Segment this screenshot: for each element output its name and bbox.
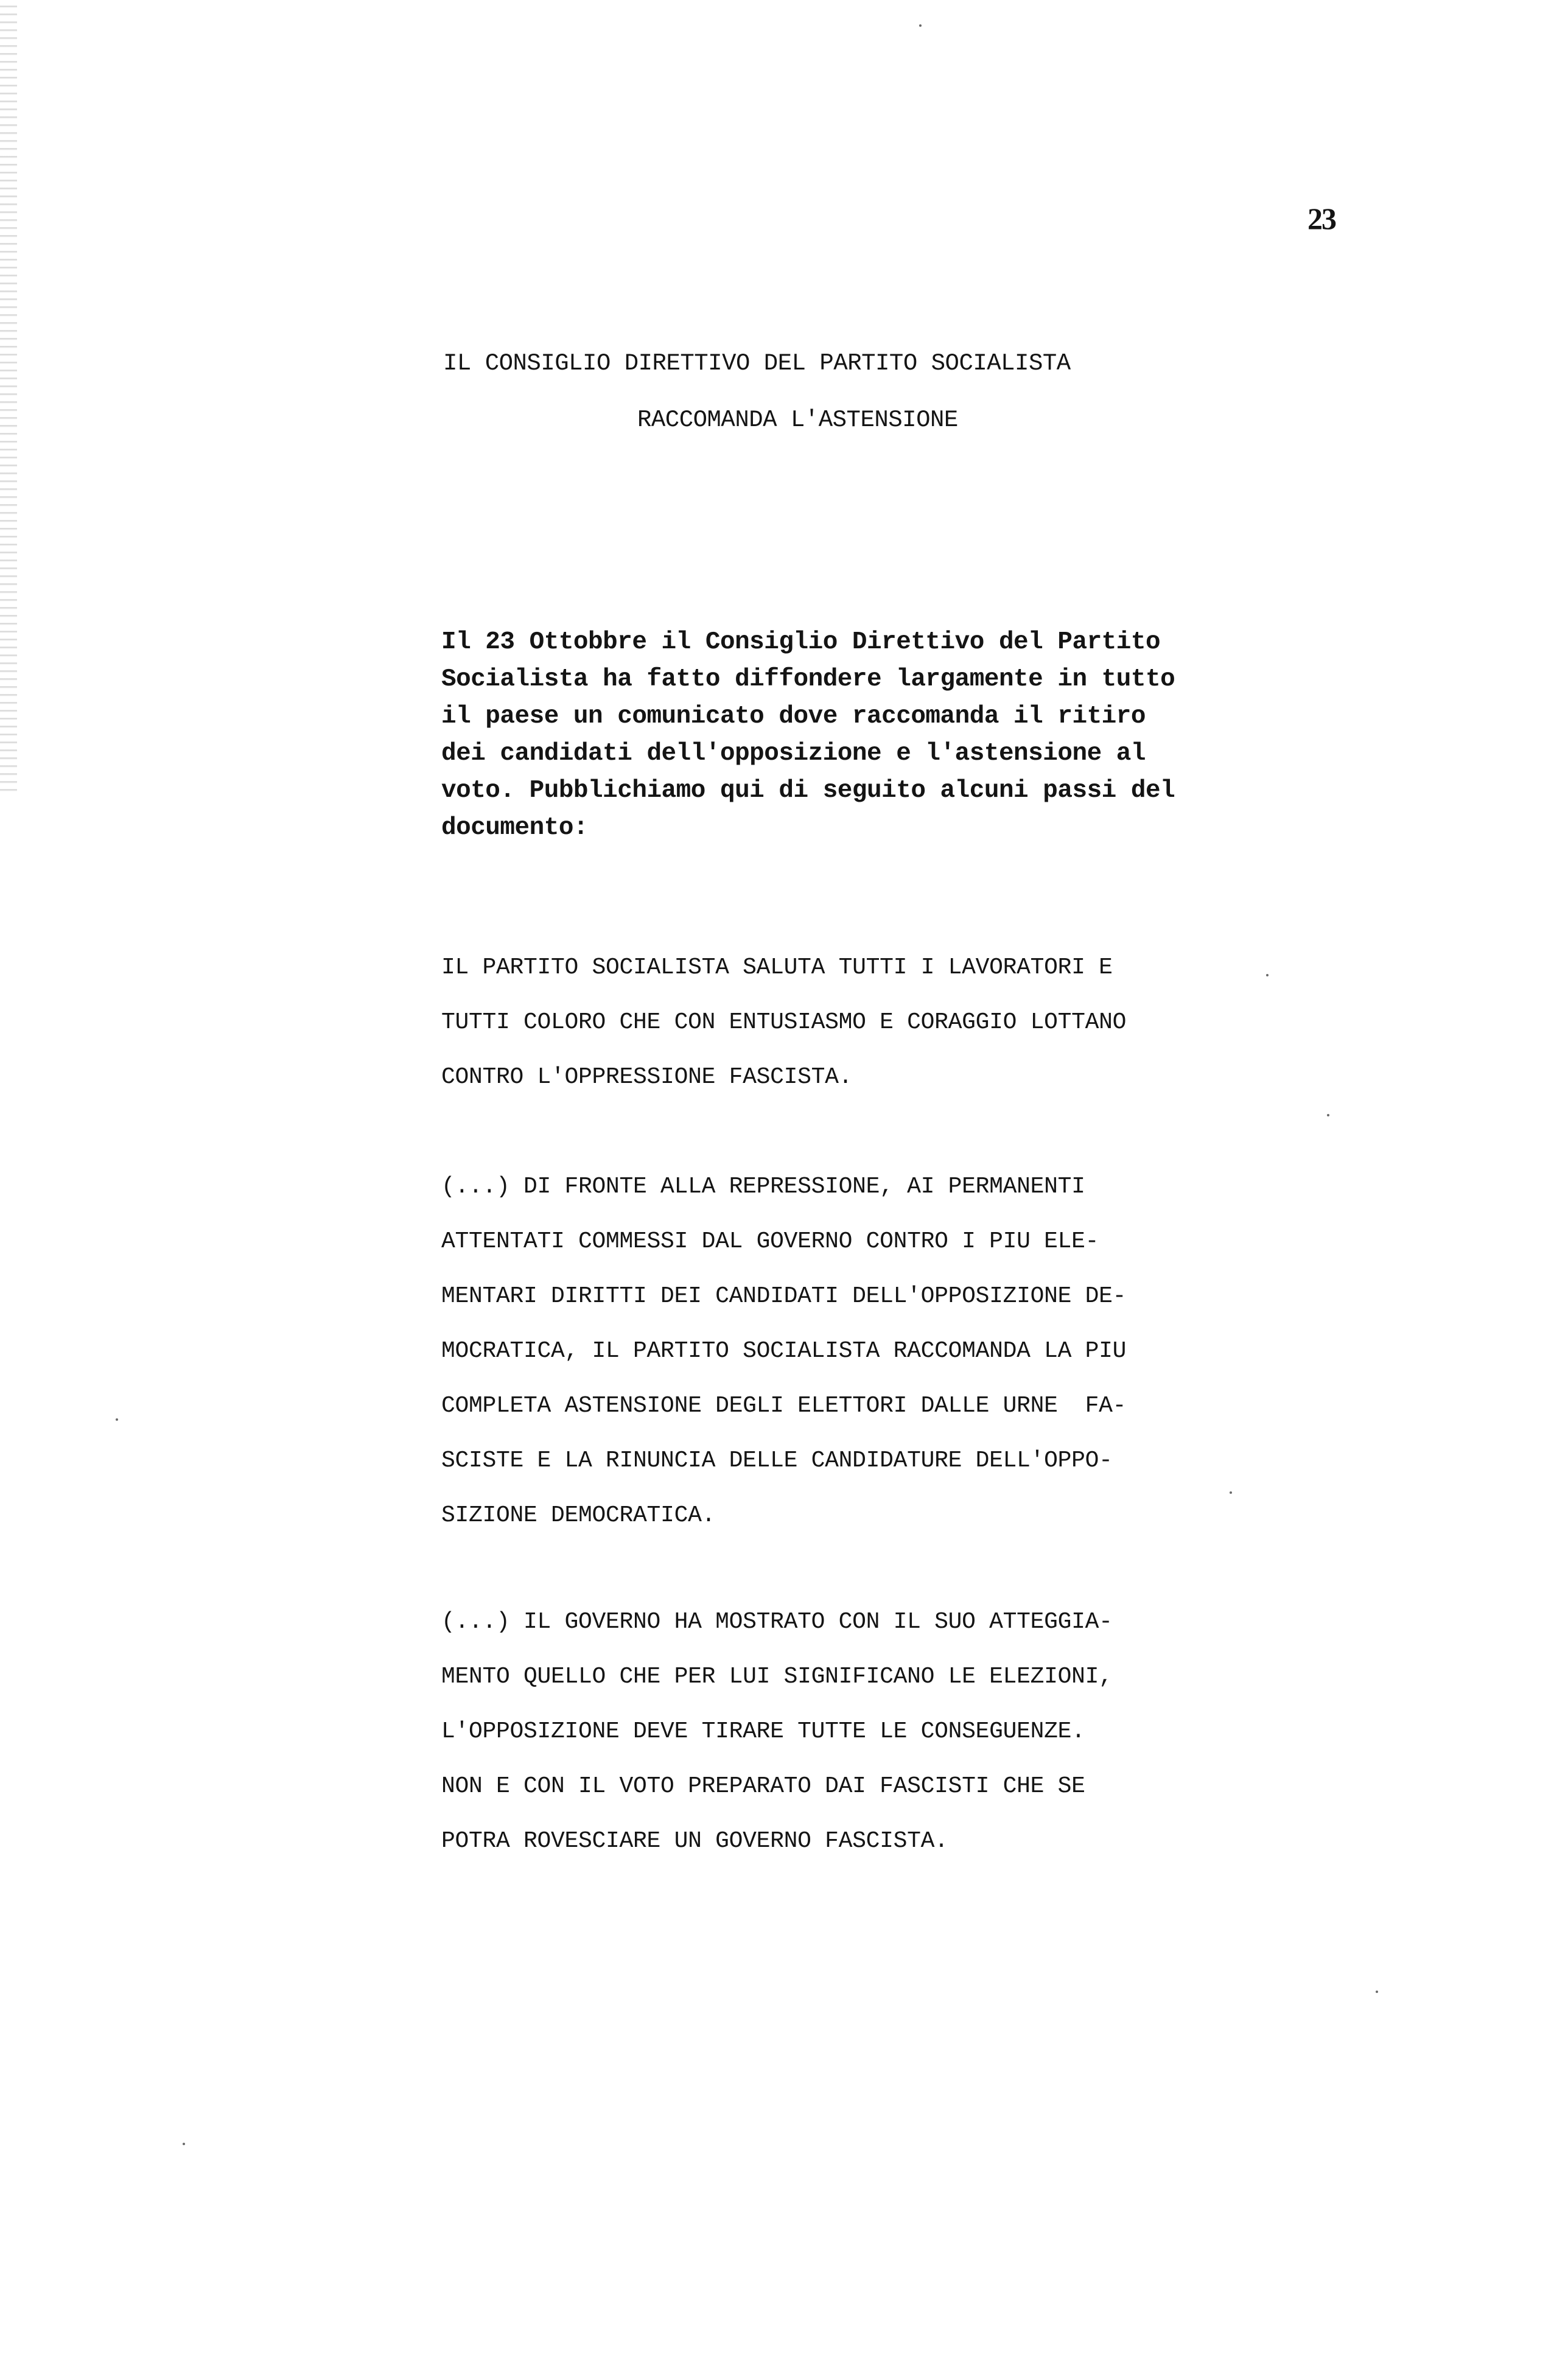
quote-paragraph-2	[441, 1160, 1324, 1543]
quote-line: NON E CON IL VOTO PREPARATO DAI FASCISTI CHE SE	[441, 1773, 1085, 1799]
page-number: 23	[1307, 201, 1335, 236]
intro-paragraph	[441, 624, 1324, 847]
heading-line-2: RACCOMANDA L'ASTENSIONE	[637, 407, 958, 433]
quote-line: MOCRATICA, IL PARTITO SOCIALISTA RACCOMANDA LA PIU	[441, 1338, 1127, 1364]
intro-line: documento:	[441, 814, 589, 842]
quote-line: IL PARTITO SOCIALISTA SALUTA TUTTI I LAVORATORI E	[441, 954, 1113, 981]
scan-speck	[116, 1418, 118, 1421]
quote-line: (...) IL GOVERNO HA MOSTRATO CON IL SUO ATTEGGIA-	[441, 1609, 1113, 1635]
quote-line: SCISTE E LA RINUNCIA DELLE CANDIDATURE DELL'OPPO-	[441, 1448, 1113, 1474]
scan-speck	[1376, 1991, 1378, 1993]
scan-speck	[1327, 1114, 1329, 1116]
scan-binding-edge	[0, 0, 17, 791]
quote-paragraph-1	[441, 940, 1324, 1105]
intro-line: Socialista ha fatto diffondere largamente in tutto	[441, 665, 1175, 693]
quote-line: (...) DI FRONTE ALLA REPRESSIONE, AI PERMANENTI	[441, 1174, 1085, 1200]
intro-line: Il 23 Ottobbre il Consiglio Direttivo del Partito	[441, 628, 1161, 656]
quote-line: MENTARI DIRITTI DEI CANDIDATI DELL'OPPOSIZIONE DE-	[441, 1283, 1127, 1309]
quote-line: TUTTI COLORO CHE CON ENTUSIASMO E CORAGGIO LOTTANO	[441, 1009, 1127, 1035]
quote-line: COMPLETA ASTENSIONE DEGLI ELETTORI DALLE URNE FA-	[441, 1393, 1127, 1419]
heading-line-1: IL CONSIGLIO DIRETTIVO DEL PARTITO SOCIALISTA	[443, 350, 1071, 377]
intro-line: voto. Pubblichiamo qui di seguito alcuni passi del	[441, 777, 1175, 805]
intro-line: il paese un comunicato dove raccomanda il ritiro	[441, 702, 1146, 730]
scan-speck	[183, 2143, 185, 2145]
scan-speck	[1266, 974, 1269, 976]
scan-speck	[1230, 1491, 1232, 1494]
intro-line: dei candidati dell'opposizione e l'astensione al	[441, 740, 1146, 768]
quote-line: SIZIONE DEMOCRATICA.	[441, 1502, 716, 1529]
quote-line: MENTO QUELLO CHE PER LUI SIGNIFICANO LE ELEZIONI,	[441, 1664, 1113, 1690]
quote-line: L'OPPOSIZIONE DEVE TIRARE TUTTE LE CONSEGUENZE.	[441, 1718, 1085, 1745]
quote-line: POTRA ROVESCIARE UN GOVERNO FASCISTA.	[441, 1828, 948, 1854]
scan-speck	[919, 24, 922, 27]
quote-paragraph-3	[441, 1595, 1324, 1869]
quote-line: CONTRO L'OPPRESSIONE FASCISTA.	[441, 1064, 853, 1090]
quote-line: ATTENTATI COMMESSI DAL GOVERNO CONTRO I PIU ELE-	[441, 1228, 1099, 1255]
